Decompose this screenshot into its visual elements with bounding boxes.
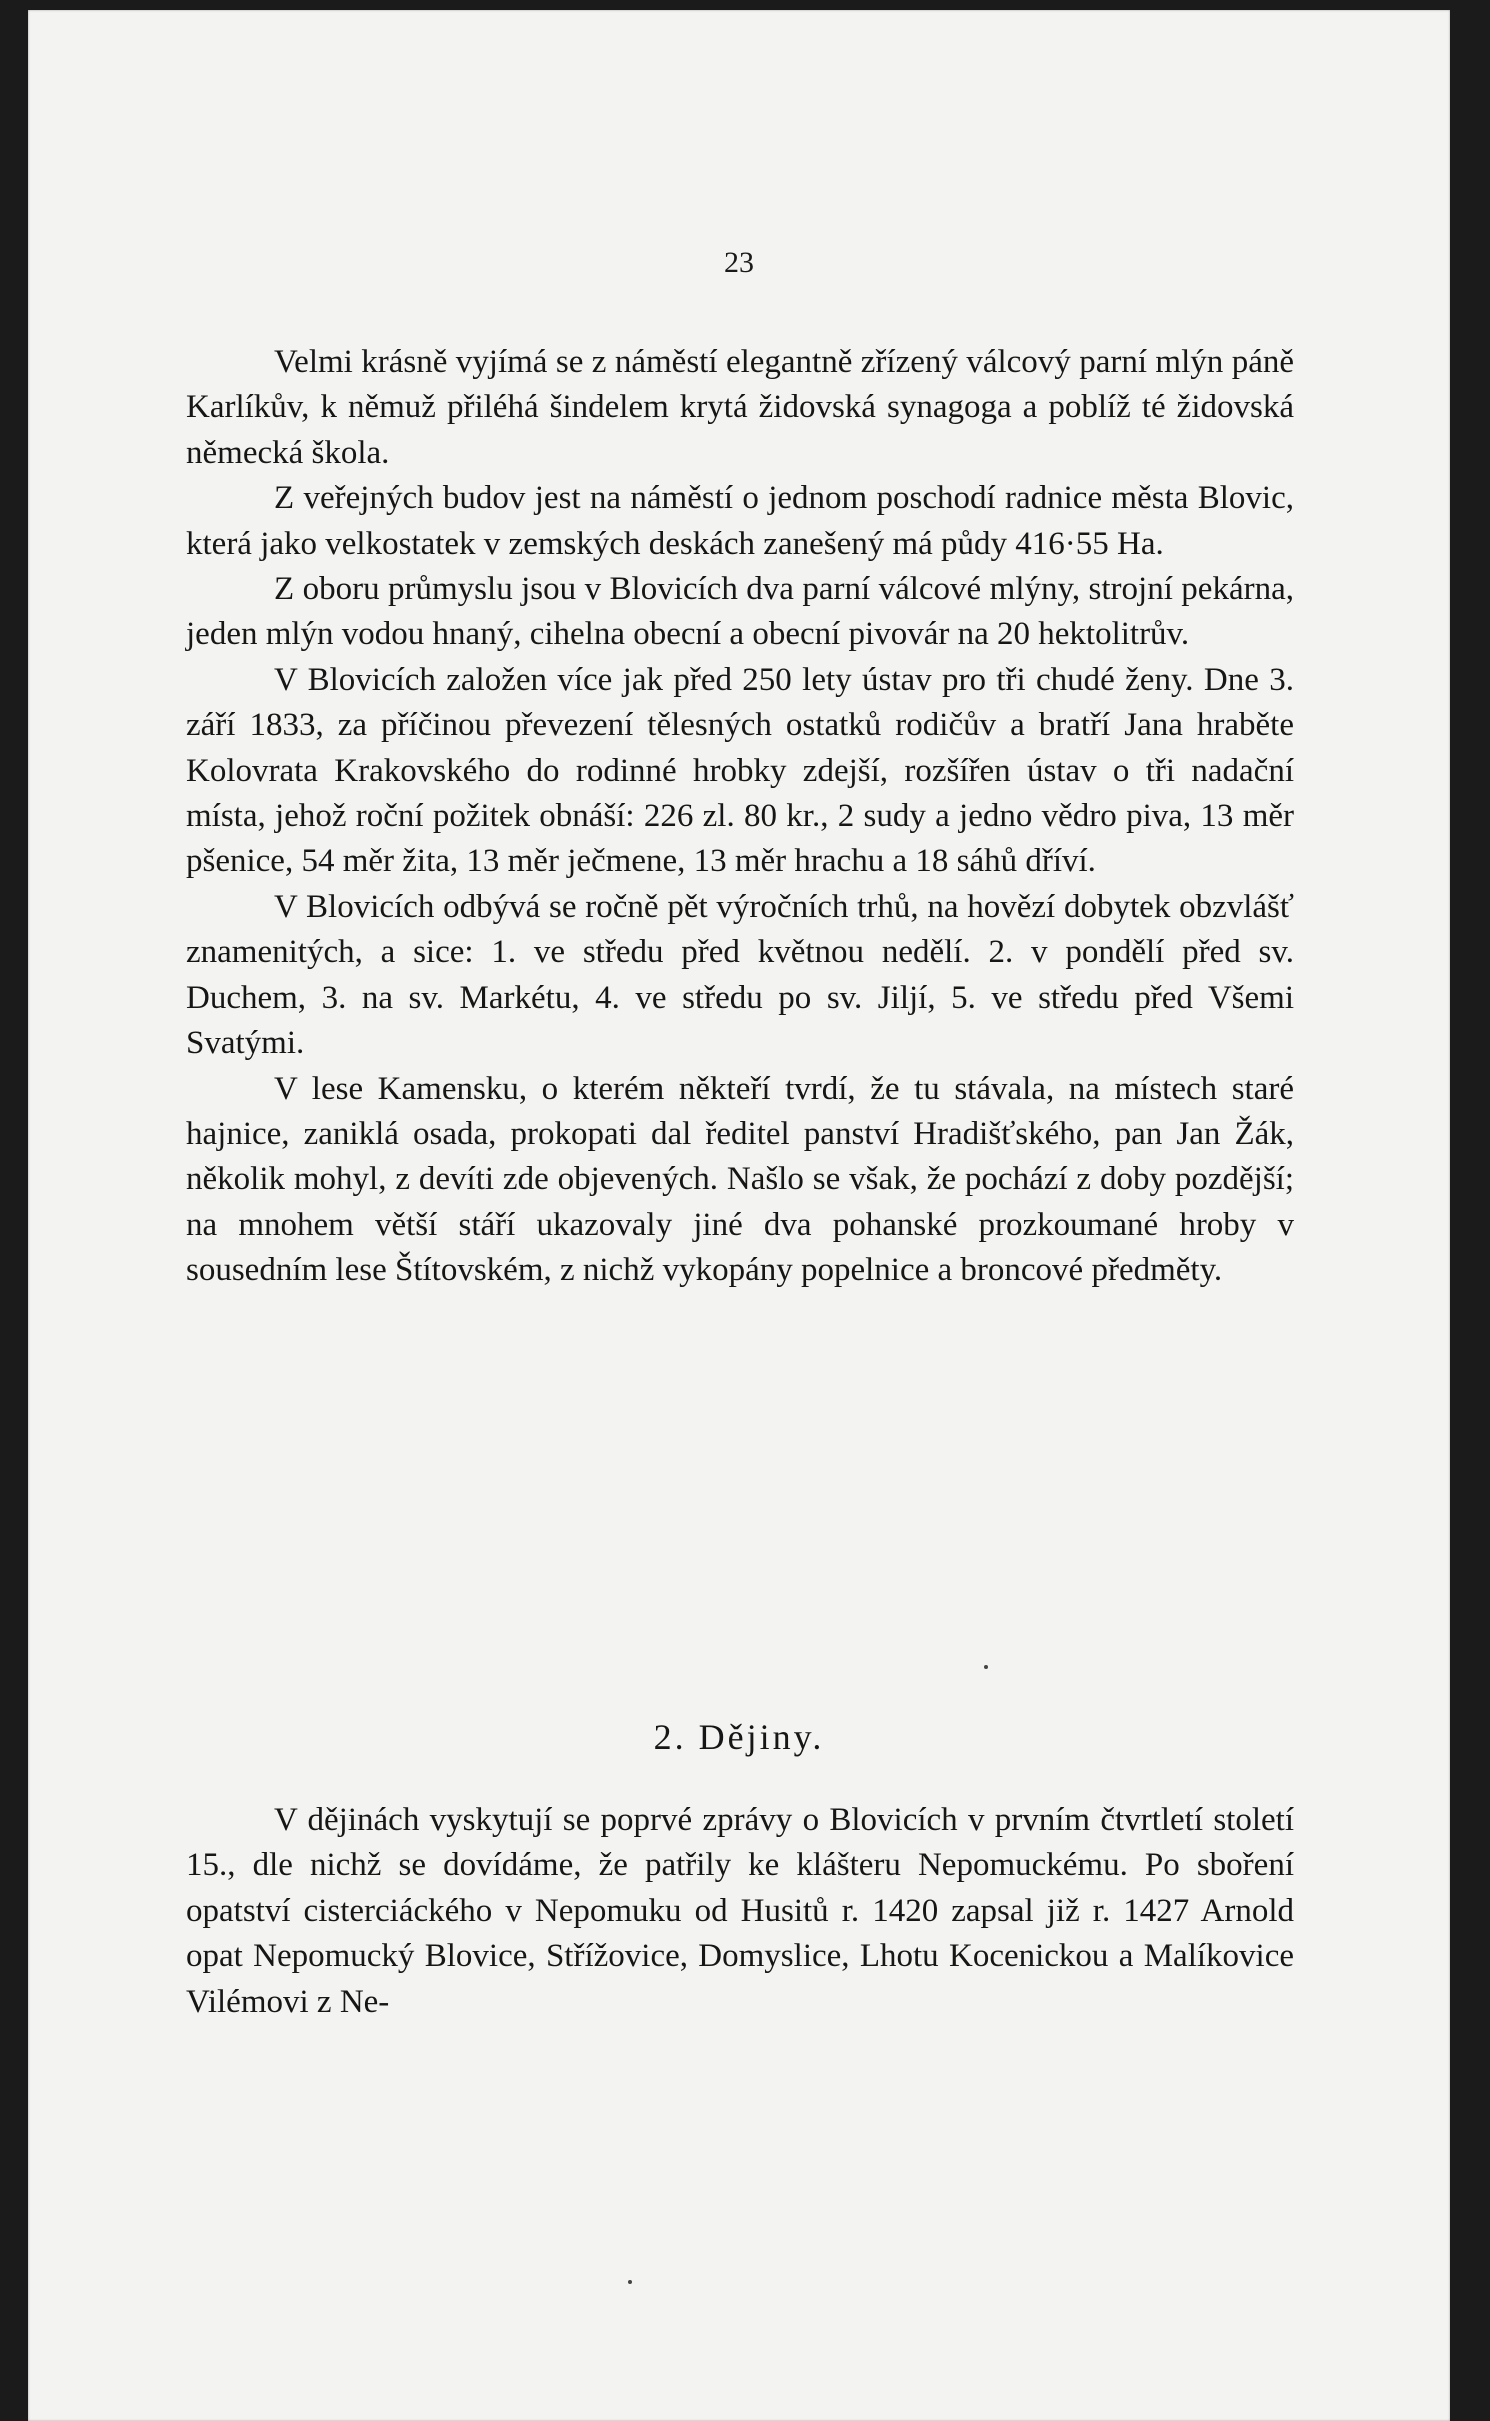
page-number: 23 bbox=[724, 246, 754, 279]
paragraph: Z veřejných budov jest na náměstí o jednom poschodí radnice města Blovic, která jako velkostatek v zemských deskách zanešený má půdy 416·55 Ha. bbox=[186, 480, 1294, 562]
paragraph: Velmi krásně vyjímá se z náměstí elegantně zřízený válcový parní mlýn páně Karlíkův, k němuž přiléhá šindelem krytá židovská synagoga a poblíž té židovská německá škola. bbox=[186, 344, 1294, 471]
section-heading: 2. Dějiny. bbox=[653, 1717, 825, 1757]
scan-border bbox=[1450, 0, 1490, 2421]
paragraph: V Blovicích odbývá se ročně pět výročních trhů, na hovězí dobytek obzvlášť znamenitých, a sice: 1. ve středu před květnou nedělí. 2. v pondělí před sv. Duchem, 3. na sv. Markétu, 4. ve středu po sv. Jiljí, 5. ve středu před Všemi Svatými. bbox=[186, 888, 1294, 1062]
document-page bbox=[28, 10, 1450, 2421]
section-2-body bbox=[186, 1798, 1294, 2025]
paragraph: V dějinách vyskytují se poprvé zprávy o Blovicích v prvním čtvrtletí století 15., dle nichž se dovídáme, že patřily ke klášteru Nepomuckému. Po sboření opatství cisterciáckého v Nepomuku od Husitů r. 1420 zapsal již r. 1427 Arnold opat Nepomucký Blovice, Střížovice, Domyslice, Lhotu Kocenickou a Malíkovice Vilémovi z Ne- bbox=[186, 1802, 1294, 2020]
scan-speck bbox=[984, 1665, 988, 1669]
paragraph: Z oboru průmyslu jsou v Blovicích dva parní válcové mlýny, strojní pekárna, jeden mlýn vodou hnaný, cihelna obecní a obecní pivovár na 20 hektolitrův. bbox=[186, 571, 1294, 653]
scan-speck bbox=[628, 2280, 632, 2284]
paragraph: V Blovicích založen více jak před 250 lety ústav pro tři chudé ženy. Dne 3. září 1833, za příčinou převezení tělesných ostatků rodičův a bratří Jana hraběte Kolovrata Krakovského do rodinné hrobky zdejší, rozšířen ústav o tři nadační místa, jehož roční požitek obnáší: 226 zl. 80 kr., 2 sudy a jedno vědro piva, 13 měr pšenice, 54 měr žita, 13 měr ječmene, 13 měr hrachu a 18 sáhů dříví. bbox=[186, 661, 1294, 880]
section-1-body bbox=[186, 340, 1294, 1294]
paragraph: V lese Kamensku, o kterém někteří tvrdí, že tu stávala, na místech staré hajnice, zaniklá osada, prokopati dal ředitel panství Hradišťského, pan Jan Žák, několik mohyl, z devíti zde objevených. Našlo se však, že pochází z doby pozdější; na mnohem větší stáří ukazovaly jiné dva pohanské prozkoumané hroby v sousedním lese Štítovském, z nichž vykopány popelnice a broncové předměty. bbox=[186, 1070, 1294, 1289]
